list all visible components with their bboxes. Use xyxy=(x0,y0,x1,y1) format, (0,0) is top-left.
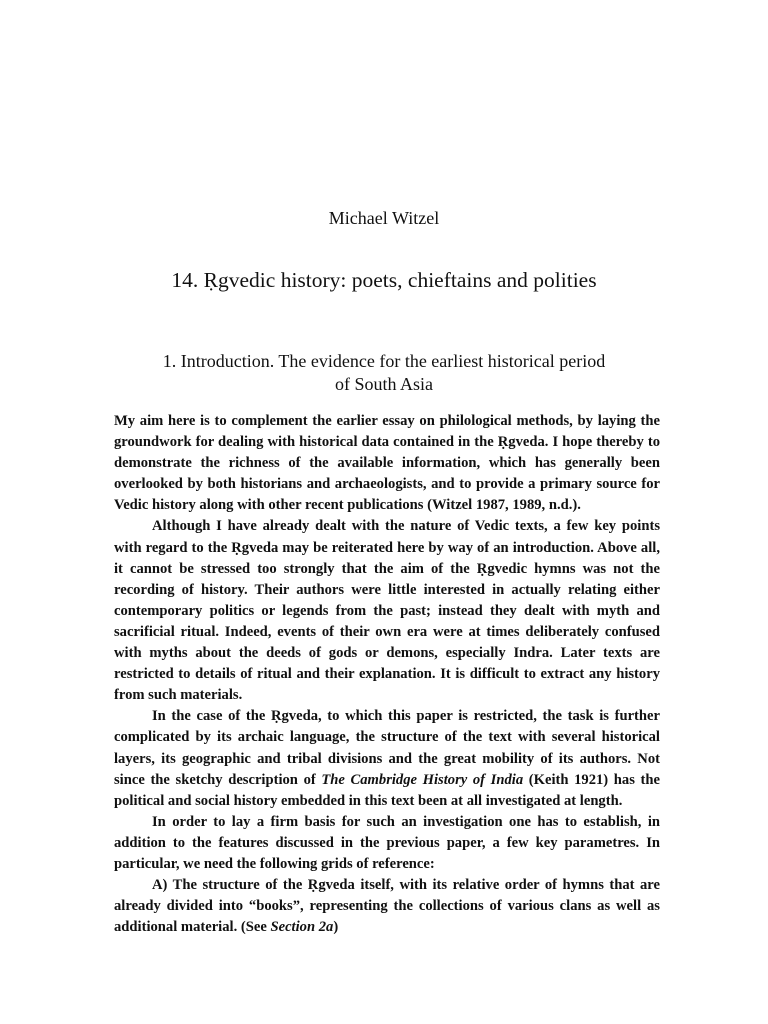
paragraph-3-citation-title: The Cambridge History of India xyxy=(321,771,524,788)
section-heading xyxy=(0,350,768,396)
paragraph-5-section-ref: Section 2a xyxy=(270,919,334,936)
author-name: Michael Witzel xyxy=(328,208,440,228)
section-heading-line-2: of South Asia xyxy=(334,374,433,394)
body-text xyxy=(114,411,660,938)
paragraph-4: In order to lay a firm basis for such an investigation one has to establish, in addition to the features discussed in the previous paper, a few key parametres. In particular, we need the following grids of reference: xyxy=(114,813,660,872)
chapter-title: 14. Ṛgvedic history: poets, chieftains and polities xyxy=(171,268,597,292)
paragraph-3 xyxy=(114,706,660,811)
paragraph-3-text-end: (Keith 1921) has the political and social history embedded in this text been at all investigated at length. xyxy=(114,771,660,809)
paragraph-2: Although I have already dealt with the nature of Vedic texts, a few key points with regard to the Ṛgveda may be reiterated here by way of an introduction. Above all, it cannot be stressed too strongly that the aim of the Ṛgvedic hymns was not the recording of history. Their authors were little interested in actually relating either contemporary politics or legends from the past; instead they dealt with myth and sacrificial ritual. Indeed, events of their own era were at times deliberately confused with myths about the deeds of gods or demons, especially Indra. Later texts are restricted to details of ritual and their explanation. It is difficult to extract any history from such materials. xyxy=(114,518,660,704)
paragraph-5 xyxy=(114,875,660,938)
section-heading-line-1: 1. Introduction. The evidence for the earliest historical period xyxy=(162,351,606,371)
paragraph-1: My aim here is to complement the earlier essay on philological methods, by laying the groundwork for dealing with historical data contained in the Ṛgveda. I hope thereby to demonstrate the richness of the available information, which has generally been overlooked by both historians and archaeologists, and to provide a primary source for Vedic history along with other recent publications (Witzel 1987, 1989, n.d.). xyxy=(114,413,660,514)
paragraph-5-text-end: ) xyxy=(333,919,339,936)
paragraph-3-text: In the case of the Ṛgveda, to which this paper is restricted, the task is further complicated by its archaic language, the structure of the text with several historical layers, its geographic and tribal divisions and the great mobility of its authors. Not since the sketchy description of xyxy=(114,708,660,788)
paragraph-5-text: A) The structure of the Ṛgveda itself, with its relative order of hymns that are already divided into “books”, representing the collections of various clans as well as additional material. (See xyxy=(114,877,660,936)
